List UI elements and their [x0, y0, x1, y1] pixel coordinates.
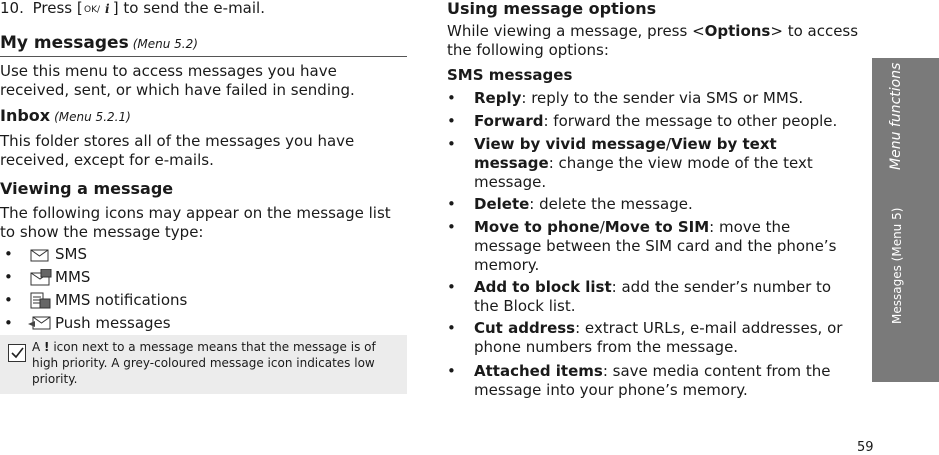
option-name: Forward — [474, 112, 544, 130]
note-text: A ! icon next to a message means that the message is of high priority. A grey-coloured message icon indicates low priority. — [32, 340, 376, 386]
push-message-icon — [28, 315, 52, 337]
heading-rule — [0, 56, 407, 57]
inbox-title: Inbox — [0, 106, 51, 125]
step-10 — [0, 0, 400, 18]
option-text — [474, 89, 859, 108]
option-text — [474, 135, 859, 192]
viewing-desc: The following icons may appear on the message list to show the message type: — [0, 204, 391, 241]
option-desc: : extract URLs, e-mail addresses, or phone numbers from the message. — [474, 319, 843, 356]
bullet: • — [447, 362, 456, 380]
step-number: 10. — [0, 0, 24, 17]
list-item: • SMS — [4, 245, 304, 265]
option-name: Move to phone — [474, 218, 600, 236]
option-desc: : add the sender’s number to the Block list. — [474, 278, 832, 315]
option-text — [474, 195, 859, 214]
option-text — [474, 319, 859, 357]
page-number: 59 — [857, 440, 874, 455]
option-desc: : save media content from the message into your phone’s memory. — [474, 362, 831, 399]
option-name: Cut address — [474, 319, 576, 337]
my-messages-heading — [0, 33, 198, 53]
bullet: • — [447, 135, 456, 153]
my-messages-title: My messages — [0, 33, 129, 53]
section-title-wrap — [888, 62, 912, 170]
option-name: Add to block list — [474, 278, 612, 296]
priority-mark: ! — [44, 340, 50, 354]
option-name-alt: Move to SIM — [604, 218, 710, 236]
option-name: View by vivid message — [474, 135, 666, 153]
option-text — [474, 218, 859, 275]
bullet: • — [447, 218, 456, 236]
list-item-label: Push messages — [55, 314, 171, 332]
section-title: Menu functions — [888, 62, 904, 170]
option-desc: : move the message between the SIM card and the phone’s memory. — [474, 218, 837, 274]
inbox-menu-ref: (Menu 5.2.1) — [54, 110, 131, 124]
option-name: Reply — [474, 89, 522, 107]
svg-text:OK/: OK/ — [83, 5, 100, 15]
bullet: • — [447, 89, 456, 107]
list-item: • Push messages — [4, 314, 304, 334]
section-subtitle: Messages (Menu 5) — [890, 207, 904, 324]
sms-envelope-icon — [30, 248, 50, 267]
option-name-alt: View by text message — [474, 135, 777, 172]
option-name: Delete — [474, 195, 530, 213]
my-messages-menu-ref: (Menu 5.2) — [132, 37, 198, 51]
inbox-heading — [0, 106, 131, 125]
bullet: • — [447, 112, 456, 130]
option-desc: : forward the message to other people. — [543, 112, 838, 130]
option-name: Attached items — [474, 362, 603, 380]
list-item: • MMS — [4, 268, 304, 288]
options-heading: Using message options — [447, 0, 657, 18]
my-messages-desc: Use this menu to access messages you have received, sent, or which have failed in sending. — [0, 62, 355, 99]
bullet: • — [447, 195, 456, 213]
inbox-desc: This folder stores all of the messages you have received, except for e-mails. — [0, 132, 355, 169]
step-text-post: ] to send the e-mail. — [112, 0, 265, 17]
note-box — [0, 335, 407, 394]
step-text-pre: Press [ — [32, 0, 83, 17]
option-text — [474, 112, 859, 131]
list-item-label: MMS — [55, 268, 91, 286]
list-item-label: MMS notifications — [55, 291, 188, 309]
svg-text:i: i — [104, 2, 110, 15]
mms-envelope-icon — [30, 269, 52, 291]
section-subtitle-wrap — [888, 190, 912, 340]
list-item-label: SMS — [55, 245, 87, 263]
bullet: • — [447, 319, 456, 337]
viewing-heading: Viewing a message — [0, 179, 174, 198]
option-separator: / — [665, 135, 672, 153]
option-separator: / — [599, 218, 605, 236]
mms-notification-icon — [30, 291, 52, 315]
ok-key-icon — [83, 1, 113, 15]
option-desc: : change the view mode of the text message. — [474, 154, 813, 191]
option-text — [474, 278, 859, 316]
option-text — [474, 362, 859, 400]
list-item: • MMS notifications — [4, 291, 304, 311]
option-desc: : reply to the sender via SMS or MMS. — [521, 89, 804, 107]
checkmark-icon — [8, 344, 26, 362]
sms-messages-subheading: SMS messages — [447, 66, 573, 84]
option-desc: : delete the message. — [529, 195, 693, 213]
bullet: • — [447, 278, 456, 296]
options-desc: While viewing a message, press <Options> to access the following options: — [447, 22, 859, 59]
